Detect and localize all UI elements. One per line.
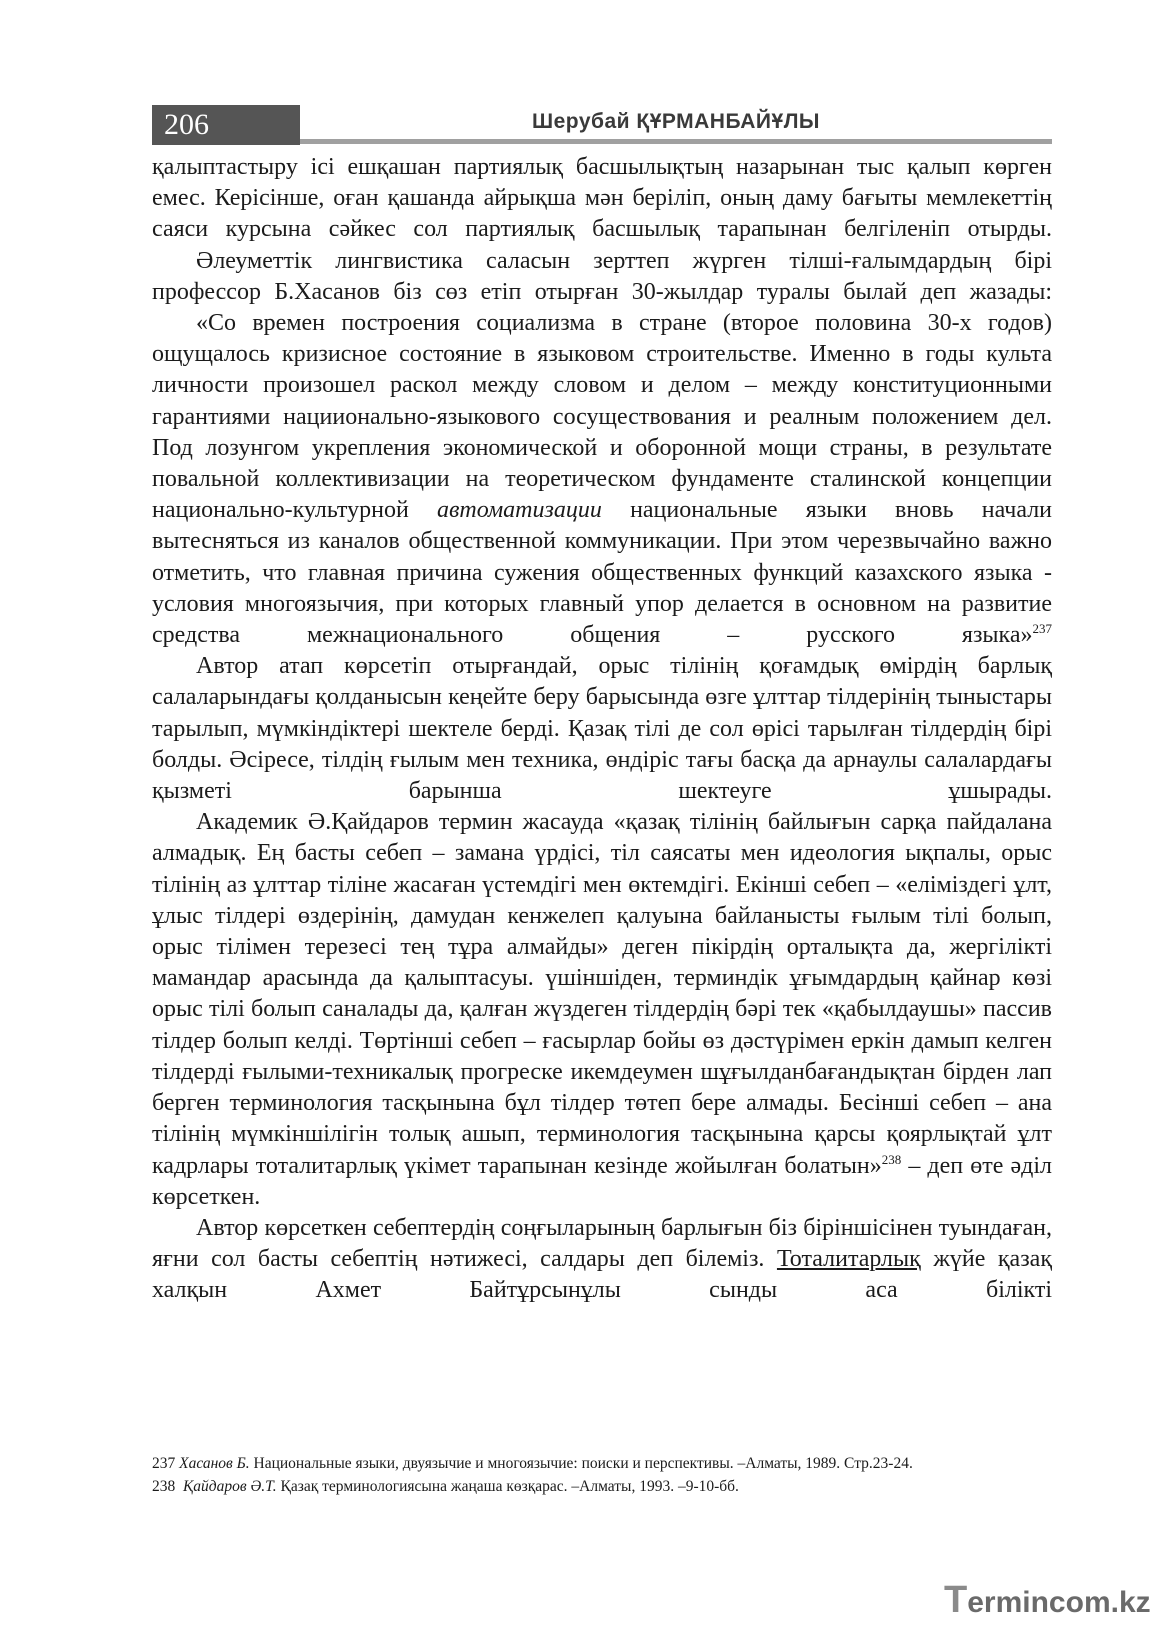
page-number: 206 [152, 105, 300, 145]
paragraph-2-text: Әлеуметтік лингвистика саласын зерттеп жүрген тілші-ғалымдардың бірі профессор Б.Хасанов біз сөз етіп отырған 30-жылдар туралы былай деп жазады: [152, 247, 1052, 305]
watermark-o: o [1065, 1586, 1084, 1619]
footnote-text: Национальные языки, двуязычие и многоязычие: поиски и перспективы. –Алматы, 1989. Стр.23-24. [249, 1455, 913, 1472]
watermark-text: erminc [967, 1586, 1066, 1619]
footnote-number: 238 [152, 1478, 176, 1495]
footnote-author: Хасанов Б. [179, 1455, 250, 1472]
footnote-238 [152, 1475, 1052, 1498]
header-rule [300, 139, 1052, 144]
paragraph-6-end: жүйе қазақ халқын Ахмет Байтұрсынұлы сынды аса білікті [152, 1246, 1052, 1304]
watermark-domain: m.kz [1083, 1586, 1151, 1619]
paragraph-2 [152, 246, 1052, 308]
paragraph-5 [152, 807, 1052, 1213]
quote-italic-term: автоматизации [437, 497, 602, 524]
page-header [152, 105, 1052, 145]
paragraph-6-start: Автор көрсеткен себептердің соңғыларының барлығын біз біріншісінен туындаған, яғни сол басты себептің нәтижесі, салдары деп білеміз. [152, 1214, 1052, 1273]
paragraph-5-text: Академик Ә.Қайдаров термин жасауда «қазақ тілінің байлығын сарқа пайдалана алмадық. Ең басты себеп – замана үрдісі, тіл саясаты мен идеология ықпалы, орыс тілінің аз ұлттар тіліне жасаған үстемдігі мен өктемдігі. Екінші себеп – «еліміздегі ұлт, ұлыс тілдері өздерінің, дамудан кенжелеп қалуына байланысты ғылым тілі болып, орыс тілімен терезесі тең тұра алмайды» деген пікірдің орталықта да, жергілікті мамандар арасында да қалыптасуы. үшіншіден, терминдік ұғымдардың қайнар көзі орыс тілі болып саналады да, қалған жүздеген тілдердің бәрі тек «қабылдаушы» пассив тілдер болып келді. Төртінші себеп – ғасырлар бойы өз дәстүрімен еркін дамып келген тілдерді ғылыми-техникалық прогреске икемдеумен шұғылданбағандықтан бірден лап берген терминология тасқынына бұл тілдер төтеп бере алмады. Бесінші себеп – ана тілінің мүмкіншілігін толық ашып, терминология тасқынына қарсы қоярлықтай ұлт кадрлары тоталитарлық үкімет тарапынан кезінде жойылған болатын» [152, 809, 1052, 1179]
paragraph-1 [152, 152, 1052, 246]
quote-paragraph [152, 308, 1052, 651]
body-text [152, 152, 1052, 1307]
footnote-text: Қазақ терминологиясына жаңаша көзқарас. –Алматы, 1993. –9-10-бб. [276, 1478, 739, 1495]
footnote-237 [152, 1452, 1052, 1475]
footnote-ref-237: 237 [1032, 621, 1052, 637]
paragraph-4-text: Автор атап көрсетіп отырғандай, орыс тілінің қоғамдық өмірдің барлық салаларындағы қолданысын кеңейте беру барысында өзге ұлттар тілдерінің тыныстары тарылып, мүмкіндіктері шектеле берді. Қазақ тілі де сол өрісі тарылған тілдердің бірі болды. Әсіресе, тілдің ғылым мен техника, өндіріс тағы басқа да арнаулы салалардағы қызметі барынша шектеуге ұшырады. [152, 653, 1052, 805]
footnotes [152, 1452, 1052, 1498]
footnote-author: Қайдаров Ә.Т. [183, 1478, 277, 1495]
footnote-number: 237 [152, 1455, 176, 1472]
quote-text-before: «Со времен построения социализма в стране (второе половина 30-х годов) ощущалось кризисное состояние в языковом строительстве. Именно в годы культа личности произошел раскол между словом и делом – между конституционными гарантиями нациионально-языкового сосуществования и реалным положением дел. Под лозунгом укрепления экономической и оборонной мощи страны, в результате повальной коллективизации на теоретическом фундаменте сталинской концепции национально-культурной [152, 310, 1052, 524]
paragraph-6 [152, 1213, 1052, 1307]
footnote-ref-238: 238 [881, 1151, 902, 1167]
termincom-watermark [944, 1578, 1151, 1622]
quote-text-after: национальные языки вновь начали вытесняться из каналов общественной коммуникации. При этом черезвычайно важно отметить, что главная причина сужения общественных функций казахского языка - условия многоязычия, при которых главный упор делается в основном на развитие средства межнационального общения – русского языка» [152, 497, 1053, 649]
underlined-word: Тоталитарлық [776, 1246, 921, 1273]
paragraph-5-tail: – деп өте әділ көрсеткен. [152, 1152, 1053, 1210]
paragraph-4 [152, 651, 1052, 807]
paragraph-1-text: қалыптастыру ісі ешқашан партиялық басшылықтың назарынан тыс қалып көрген емес. Керісінше, оған қашанда айрықша мән беріліп, оның даму бағыты мемлекеттің саяси курсына сәйкес сол партиялық басшылық тарапынан белгіленіп отырды. [152, 154, 1052, 243]
running-title: Шерубай ҚҰРМАНБАЙҰЛЫ [532, 110, 820, 133]
watermark-t: T [944, 1579, 968, 1621]
